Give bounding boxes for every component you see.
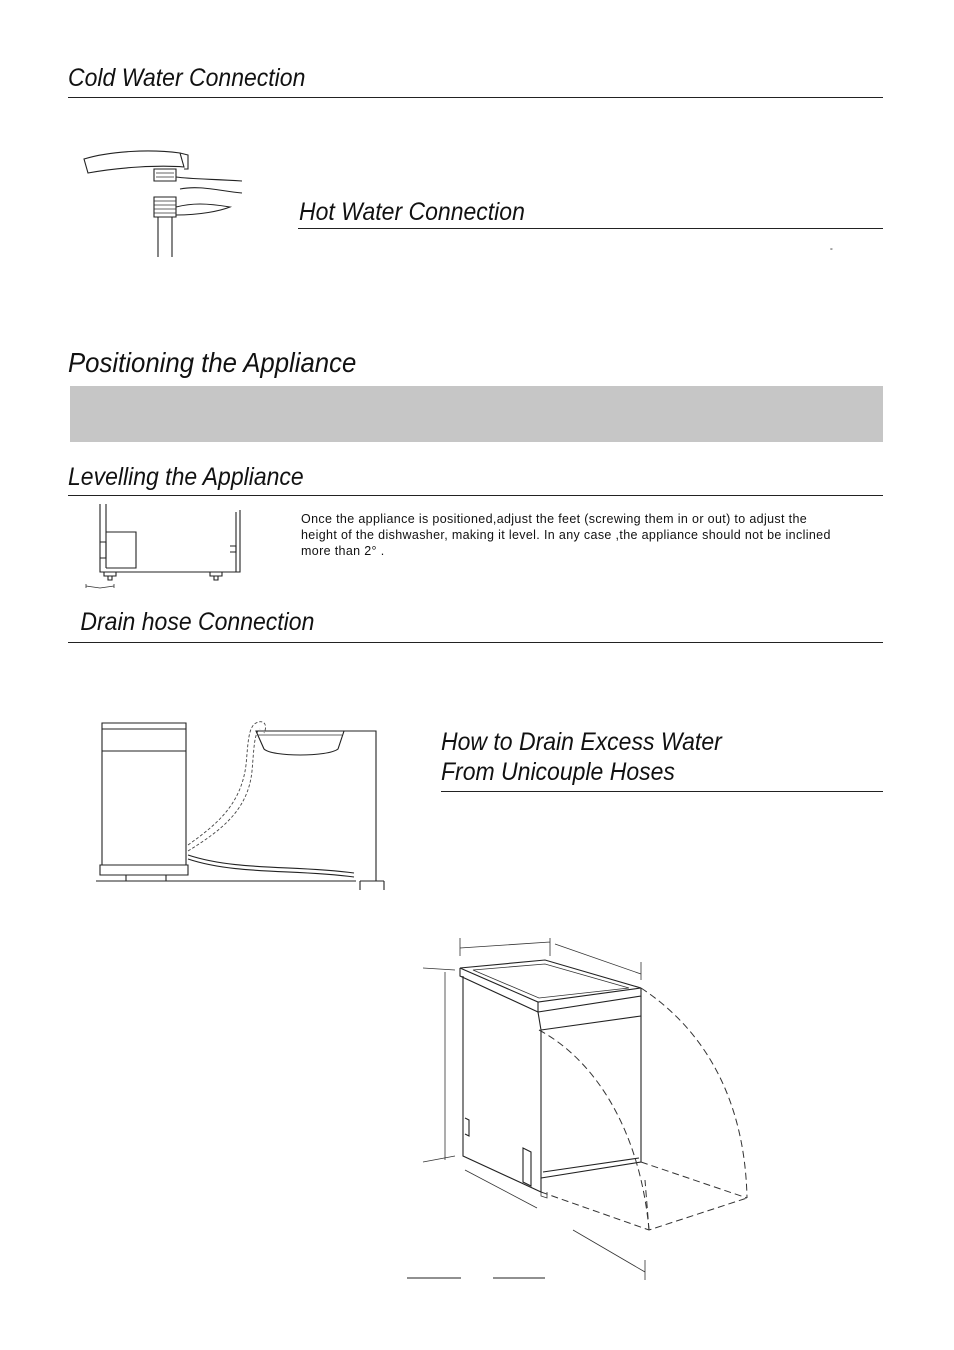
drain-hose-illustration <box>96 715 396 890</box>
levelling-body-line-1: Once the appliance is positioned,adjust the feet (screwing them in or out) to adjust the <box>301 512 808 526</box>
excess-water-heading <box>441 727 722 787</box>
hot-water-rule <box>298 228 883 229</box>
cold-water-heading: Cold Water Connection <box>68 64 306 92</box>
levelling-rule <box>68 495 883 496</box>
levelling-body-line-2: height of the dishwasher, making it level. In any case ,the appliance should not be inclined <box>301 528 831 542</box>
hot-water-heading: Hot Water Connection <box>299 198 525 226</box>
drain-hose-rule <box>68 642 883 643</box>
dishwasher-dimensions-illustration <box>405 930 785 1290</box>
cold-water-rule <box>68 97 883 98</box>
levelling-feet-illustration <box>80 502 250 594</box>
levelling-body <box>301 511 881 559</box>
hot-water-degree-mark: ° <box>830 248 833 255</box>
drain-hose-heading: Drain hose Connection <box>74 608 315 636</box>
positioning-heading: Positioning the Appliance <box>68 347 357 378</box>
faucet-hose-illustration <box>80 145 260 265</box>
levelling-heading: Levelling the Appliance <box>68 463 304 491</box>
excess-water-rule <box>441 791 883 792</box>
excess-water-heading-line-2: From Unicouple Hoses <box>441 758 675 786</box>
positioning-gray-bar <box>70 386 883 442</box>
levelling-body-line-3: more than 2° . <box>301 544 385 558</box>
excess-water-heading-line-1: How to Drain Excess Water <box>441 728 722 756</box>
